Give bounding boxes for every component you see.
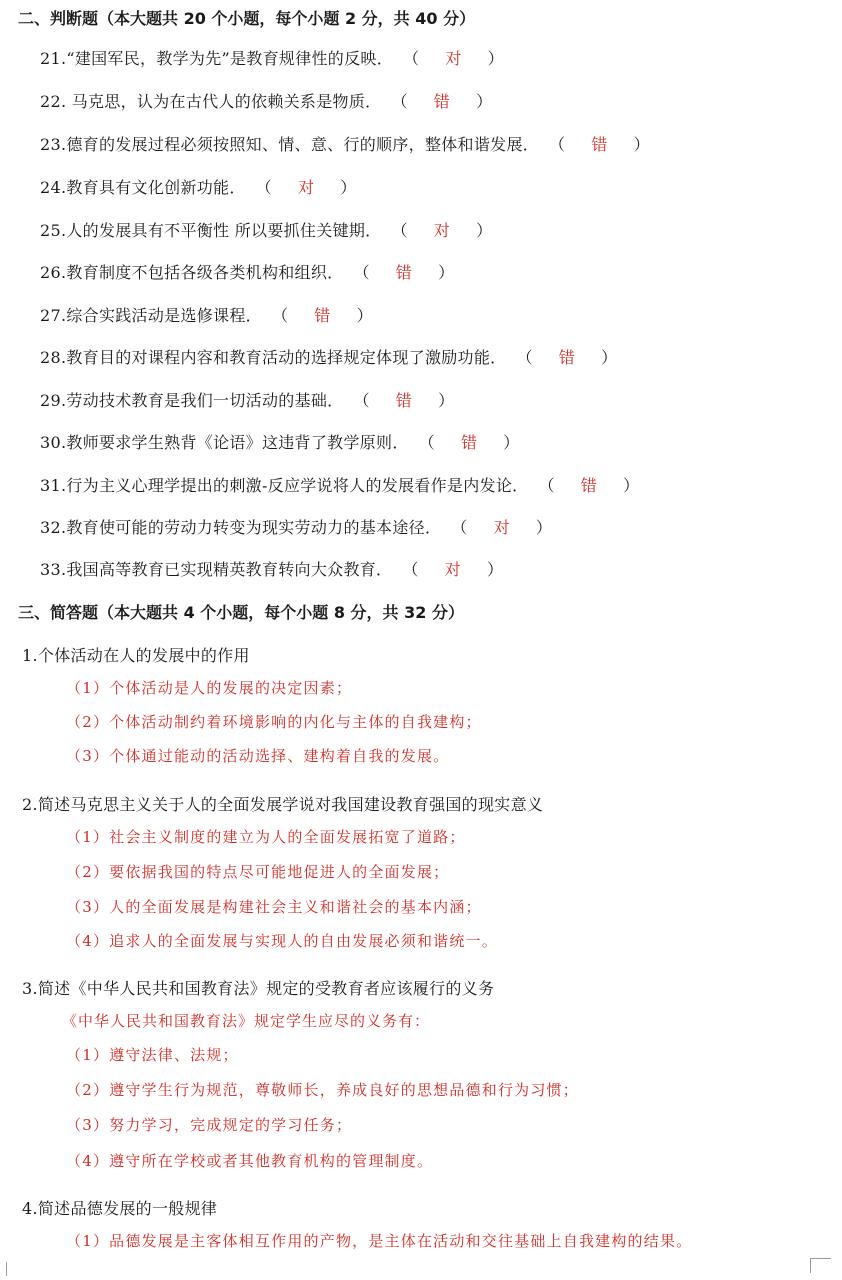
answer-line: （1）遵守法律、法规；	[66, 1046, 239, 1064]
tf-close-paren: ）	[487, 49, 504, 68]
tf-answer: 错	[558, 348, 576, 367]
tf-close-paren: ）	[340, 178, 357, 197]
tf-close-paren: ）	[486, 560, 504, 579]
tf-close-paren: ）	[601, 348, 618, 367]
tf-close-paren: ）	[476, 221, 493, 240]
answer-line: （1）品德发展是主客体相互作用的产物，是主体在活动和交往基础上自我建构的结果。	[66, 1232, 693, 1250]
tf-answer: 错	[433, 92, 451, 111]
tf-question-text: 24.教育具有文化创新功能．	[40, 178, 246, 197]
tf-item-28	[40, 345, 617, 368]
tf-item-29	[40, 388, 454, 411]
tf-answer: 对	[493, 518, 510, 537]
tf-close-paren: ）	[623, 476, 640, 495]
tf-open-paren: （	[271, 306, 289, 325]
tf-open-paren: （	[353, 391, 370, 410]
tf-close-paren: ）	[438, 391, 455, 410]
tf-question-text: 22. 马克思，认为在古代人的依赖关系是物质．	[40, 92, 382, 111]
answer-line: （1）个体活动是人的发展的决定因素；	[66, 679, 353, 697]
tf-close-paren: ）	[438, 263, 455, 282]
tf-item-26	[40, 260, 454, 283]
tf-answer: 错	[460, 433, 478, 452]
tf-question-text: 32.教育使可能的劳动力转变为现实劳动力的基本途径．	[40, 518, 442, 537]
tf-question-text: 30.教师要求学生熟背《论语》这违背了教学原则．	[40, 433, 409, 452]
tf-answer: 对	[433, 221, 451, 240]
question-title-3: 3.简述《中华人民共和国教育法》规定的受教育者应该履行的义务	[22, 979, 495, 998]
tf-item-32	[40, 515, 552, 538]
tf-question-text: 33.我国高等教育已实现精英教育转向大众教育．	[40, 560, 393, 579]
tf-open-paren: （	[353, 263, 370, 282]
tf-close-paren: ）	[356, 306, 373, 325]
tf-question-text: 31.行为主义心理学提出的刺激-反应学说将人的发展看作是内发论．	[40, 476, 529, 495]
tf-item-22	[40, 89, 492, 112]
tf-question-text: 26.教育制度不包括各级各类机构和组织．	[40, 263, 344, 282]
tf-answer: 对	[444, 560, 461, 579]
answer-intro: 《中华人民共和国教育法》规定学生应尽的义务有：	[62, 1012, 431, 1030]
tf-question-text: 21.“建国军民，教学为先”是教育规律性的反映．	[40, 49, 394, 68]
tf-open-paren: （	[391, 92, 408, 111]
tf-item-21	[40, 46, 504, 69]
tf-answer: 错	[314, 306, 331, 325]
answer-line: （2）要依据我国的特点尽可能地促进人的全面发展；	[66, 863, 450, 881]
tf-answer: 错	[395, 391, 413, 410]
tf-open-paren: （	[403, 49, 420, 68]
answer-line: （4）遵守所在学校或者其他教育机构的管理制度。	[66, 1152, 434, 1170]
tf-answer: 错	[591, 135, 608, 154]
tf-close-paren: ）	[535, 518, 553, 537]
section-title-judgment: 二、判断题（本大题共 20 个小题，每个小题 2 分，共 40 分）	[18, 9, 476, 28]
question-title-1: 1.个体活动在人的发展中的作用	[22, 646, 250, 665]
tf-open-paren: （	[516, 348, 533, 367]
tf-question-text: 27.综合实践活动是选修课程．	[40, 306, 262, 325]
answer-line: （3）个体通过能动的活动选择、建构着自我的发展。	[66, 747, 450, 765]
tf-question-text: 23.德育的发展过程必须按照知、情、意、行的顺序，整体和谐发展．	[40, 135, 540, 154]
tf-item-27	[40, 303, 373, 326]
answer-line: （4）追求人的全面发展与实现人的自由发展必须和谐统一。	[66, 932, 498, 950]
tf-close-paren: ）	[633, 135, 650, 154]
tf-open-paren: （	[418, 433, 435, 452]
tf-answer: 对	[297, 178, 315, 197]
section-title-short-answer: 三、简答题（本大题共 4 个小题，每个小题 8 分，共 32 分）	[18, 603, 464, 622]
tf-open-paren: （	[391, 221, 408, 240]
page-corner-mark-right	[810, 1258, 831, 1273]
tf-answer: 错	[580, 476, 598, 495]
tf-question-text: 29.劳动技术教育是我们一切活动的基础．	[40, 391, 344, 410]
tf-close-paren: ）	[503, 433, 520, 452]
tf-item-30	[40, 430, 520, 453]
tf-open-paren: （	[451, 518, 468, 537]
tf-answer: 错	[395, 263, 413, 282]
question-title-4: 4.简述品德发展的一般规律	[22, 1199, 218, 1218]
answer-line: （2）遵守学生行为规范，尊敬师长，养成良好的思想品德和行为习惯；	[66, 1081, 579, 1099]
answer-line: （3）努力学习，完成规定的学习任务；	[66, 1116, 353, 1134]
tf-open-paren: （	[402, 560, 419, 579]
question-title-2: 2.简述马克思主义关于人的全面发展学说对我国建设教育强国的现实意义	[22, 795, 544, 814]
tf-open-paren: （	[549, 135, 566, 154]
tf-item-23	[40, 132, 650, 155]
tf-item-25	[40, 218, 492, 241]
tf-answer: 对	[445, 49, 462, 68]
tf-question-text: 28.教育目的对课程内容和教育活动的选择规定体现了激励功能．	[40, 348, 507, 367]
page-corner-mark-left	[6, 1262, 21, 1276]
answer-line: （1）社会主义制度的建立为人的全面发展拓宽了道路；	[66, 828, 466, 846]
tf-item-31	[40, 473, 639, 496]
tf-open-paren: （	[538, 476, 555, 495]
answer-line: （2）个体活动制约着环境影响的内化与主体的自我建构；	[66, 713, 482, 731]
tf-open-paren: （	[255, 178, 272, 197]
tf-item-33	[40, 557, 503, 580]
answer-line: （3）人的全面发展是构建社会主义和谐社会的基本内涵；	[66, 898, 482, 916]
tf-question-text: 25.人的发展具有不平衡性 所以要抓住关键期．	[40, 221, 382, 240]
tf-close-paren: ）	[476, 92, 493, 111]
tf-item-24	[40, 175, 357, 198]
